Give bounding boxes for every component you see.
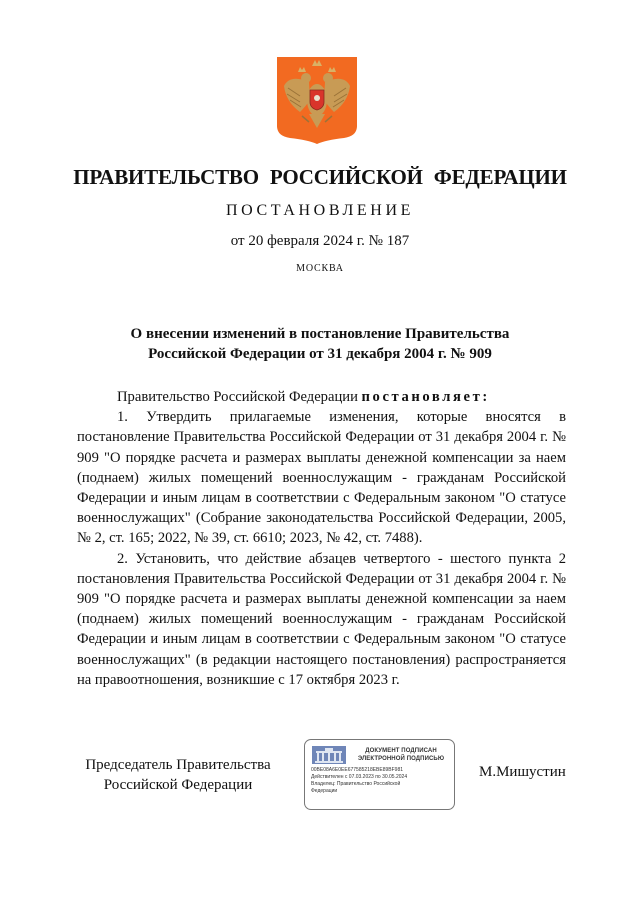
- signatory-name: М.Мишустин: [479, 764, 566, 780]
- subject-line-1: О внесении изменений в постановление Правительства: [130, 326, 510, 342]
- signatory-title: [78, 755, 278, 795]
- stamp-heading-line-2: ЭЛЕКТРОННОЙ ПОДПИСЬЮ: [357, 756, 445, 762]
- intro-verb: постановляет:: [361, 389, 490, 405]
- document-authority-title: ПРАВИТЕЛЬСТВО РОССИЙСКОЙ ФЕДЕРАЦИИ: [73, 165, 567, 189]
- stamp-owner-line-2: Федерации: [311, 788, 338, 794]
- stamp-heading: [349, 747, 453, 763]
- document-date-number: от 20 февраля 2024 г. № 187: [230, 233, 410, 249]
- paragraph-1: 1. Утвердить прилагаемые изменения, которые вносятся в постановление Правительства Российской Федерации от 31 декабря 2004 г. № 909 "О порядке расчета и размерах выплаты денежной компенсации за наем (поднаем) жилых помещений военнослужащим - гражданам Российской Федерации и иным лицам в соответствии с Федеральным законом "О статусе военнослужащих" (Собрание законодательства Российской Федерации, 2005, № 2, ст. 165; 2022, № 39, ст. 6610; 2023, № 42, ст. 7488).: [77, 409, 566, 547]
- coat-of-arms-icon: [276, 56, 358, 144]
- document-body: [77, 387, 566, 690]
- stamp-certificate: 00BE08A6E0EE677585218EBE89BF981: [311, 767, 404, 773]
- intro-text: Правительство Российской Федерации: [117, 389, 358, 405]
- stamp-heading-line-1: ДОКУМЕНТ ПОДПИСАН: [365, 748, 437, 754]
- signatory-title-line-2: Российской Федерации: [103, 777, 253, 793]
- stamp-details: [311, 767, 453, 795]
- signatory-title-line-1: Председатель Правительства: [85, 757, 271, 773]
- document-city: МОСКВА: [296, 263, 344, 274]
- electronic-signature-stamp: [304, 739, 455, 810]
- document-subject: [0, 324, 640, 364]
- government-building-icon: [312, 746, 346, 764]
- stamp-owner-line-1: Владелец: Правительство Российской: [311, 781, 401, 787]
- subject-line-2: Российской Федерации от 31 декабря 2004 г. № 909: [148, 346, 492, 362]
- paragraph-2: 2. Установить, что действие абзацев четвертого - шестого пункта 2 постановления Правительства Российской Федерации от 31 декабря 2004 г. № 909 "О порядке расчета и размерах выплаты денежной компенсации за наем (поднаем) жилых помещений военнослужащим - гражданам Российской Федерации и иным лицам в соответствии с Федеральным законом "О статусе военнослужащих" (в редакции настоящего постановления) распространяется на правоотношения, возникшие с 17 октября 2023 г.: [77, 550, 566, 688]
- intro-paragraph: [77, 387, 566, 407]
- document-type: ПОСТАНОВЛЕНИЕ: [226, 202, 414, 219]
- stamp-validity: Действителен с 07.03.2023 по 30.05.2024: [311, 774, 408, 780]
